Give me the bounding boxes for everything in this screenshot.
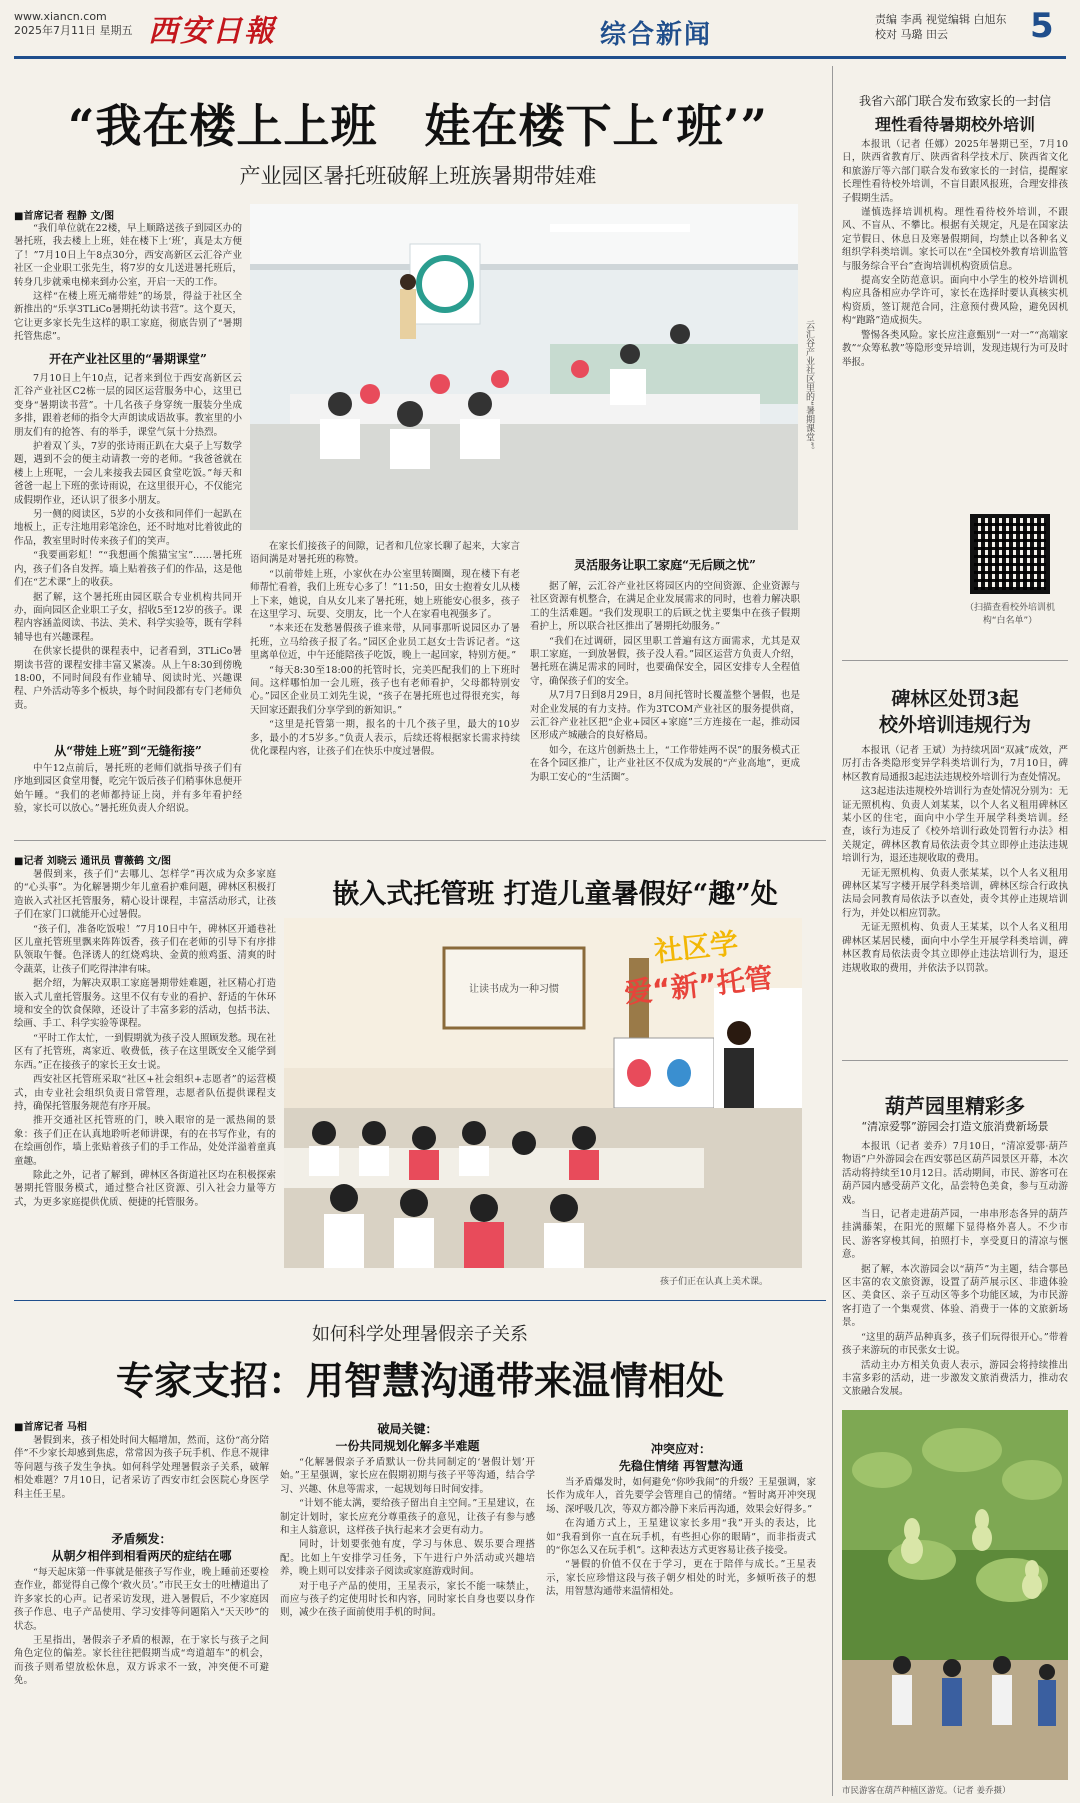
photo-sign-line-1: 社区学 — [652, 926, 740, 969]
expert-byline: ■首席记者 马相 — [14, 1422, 87, 1433]
section-title: 综合新闻 — [600, 20, 713, 50]
expert-col-2 — [280, 1456, 535, 1796]
paragraph: 在家长们接孩子的间隙，记者和几位家长聊了起来，大家言语间满是对暑托班的称赞。 — [250, 541, 520, 566]
right-headline-3: 葫芦园里精彩多 — [885, 1094, 1025, 1118]
paragraph: 这样“在楼上班无痛带娃”的场景，得益于社区全新推出的“乐享3TLiCo暑期托幼读书营”。这个夏天，它让更多家长先生这样的职工家庭，彻底告别了“暑期托管焦虑”。 — [14, 291, 242, 342]
paragraph: “暑假的价值不仅在于学习，更在于陪伴与成长。”王星表示，家长应珍惜这段与孩子朝夕相处的时光，多倾听孩子的想法，用智慧沟通带来温情相处。 — [546, 1559, 816, 1598]
paragraph: “化解暑假亲子矛盾默认一份共同制定的‘暑假计划’开始。”王星强调，家长应在假期初期与孩子平等沟通，结合学习、兴趣、休息等需求，一起规划每日时间安排。 — [280, 1457, 535, 1495]
paragraph: 在沟通方式上，王星建议家长多用“我”开头的表达，比如“我看到你一直在玩手机，有些担心你的眼睛”，而非指责式的“你怎么又在玩手机”。这种表达方式更容易让孩子接受。 — [546, 1518, 816, 1557]
newspaper-logo: 西安日報 — [148, 14, 276, 49]
paragraph: 据介绍，为解决双职工家庭暑期带娃难题，社区精心打造嵌入式儿童托管服务。这里不仅有专业的看护、舒适的午休环境和安全的饮食保障，还设计了丰富多彩的活动，包括书法、绘画、手工、科学实验等课程。 — [14, 978, 276, 1030]
paragraph: 谨慎选择培训机构。理性看待校外培训，不跟风、不盲从、不攀比。根据有关规定，凡是在国家法定节假日、休息日及寒暑假期间，均禁止以各种名义组织学科类培训。家长可以在“全国校外教育培训监管与服务综合平台”查询培训机构资质信息。 — [842, 207, 1068, 272]
paragraph: 王星指出，暑假亲子矛盾的根源，在于家长与孩子之间角色定位的偏差。家长往往把假期当成“弯道超车”的机会，而孩子则希望放松休息，双方诉求不一致，冲突便不可避免。 — [14, 1635, 269, 1687]
expert-subhead-1: 矛盾频发： 从朝夕相伴到相看两厌的症结在哪 — [51, 1532, 232, 1563]
paragraph: 据了解，云汇谷产业社区将园区内的空间资源、企业资源与社区资源有机整合，在满足企业发展需求的同时，也着力解决职工的生活难题。“我们发现职工的后顾之忧主要集中在孩子假期看护上，所以联合社区推出了暑期托幼服务。” — [530, 581, 800, 633]
right-headline-2b: 校外培训违规行为 — [878, 714, 1031, 736]
gourd-photo — [842, 1410, 1068, 1780]
lead-col-2 — [250, 540, 520, 830]
expert-subhead-2: 破局关键： 一份共同规划化解多半难题 — [335, 1422, 480, 1453]
paragraph: 当日，记者走进葫芦园，一串串形态各异的葫芦挂满藤架，在阳光的照耀下显得格外喜人。不少市民、游客穿梭其间，拍照打卡，享受夏日的清凉与惬意。 — [842, 1209, 1068, 1261]
lead-subhead-1: 开在产业社区里的“暑期课堂” — [49, 352, 207, 366]
paragraph: “我们单位就在22楼，早上顺路送孩子到园区办的暑托班，我去楼上上班，娃在楼下上‘班’，真是太方便了！”7月10日上午8点30分，西安高新区云汇谷产业社区一企业职工张先生，将7岁的女儿送进暑托班后，转身几步就乘电梯来到办公室，开启一天的工作。 — [14, 223, 242, 288]
paragraph: “孩子们，准备吃饭啦！”7月10日中午，碑林区开通巷社区儿童托管班里飘来阵阵饭香，孩子们在老师的引导下有序排队领取午餐。色泽诱人的红烧鸡块、金黄的煎鸡蛋、清爽的时令蔬菜，让孩子们吃得津津有味。 — [14, 923, 276, 975]
paragraph: “本来还在发愁暑假孩子谁来带，从同事那听说园区办了暑托班，立马给孩子报了名。”园区企业员工赵女士告诉记者。“这里离单位近，中午还能陪孩子吃饭，晚上一起回家，特别方便。” — [250, 623, 520, 662]
paragraph: 同时，计划要张弛有度，学习与休息、娱乐要合理搭配。比如上午安排学习任务，下午进行户外活动或兴趣培养，晚上则可以安排亲子阅读或家庭游戏时间。 — [280, 1539, 535, 1578]
page-number: 5 — [1030, 6, 1054, 46]
photo-sign-line-2: 爱“新”托管 — [622, 961, 775, 1010]
second-body — [14, 868, 276, 1286]
lead-subheadline: 产业园区暑托班破解上班族暑期带娃难 — [239, 164, 597, 188]
expert-kicker: 如何科学处理暑假亲子关系 — [312, 1324, 528, 1345]
second-headline: 嵌入式托管班 打造儿童暑假好“趣”处 — [332, 879, 778, 910]
paragraph: 7月10日上午10点，记者来到位于西安高新区云汇谷产业社区C2栋一层的园区运营服务中心，这里已变身“暑期读书营”。十几名孩子身穿统一服装分坐成多排，跟着老师的指令大声朗读成语故事。教室里的小朋友们有的抢答、有的举手，课堂气氛十分热烈。 — [14, 373, 242, 438]
paragraph: “每天8:30至18:00的托管时长，完美匹配我们的上下班时间。这样哪怕加一会儿班，孩子也有老师看护，父母都特别安心。”园区企业员工刘先生说，“孩子在暑托班也过得很充实，每天回家还跟我们分享学到的新知识。” — [250, 664, 520, 716]
paragraph: 对于电子产品的使用，王星表示，家长不能一味禁止，而应与孩子约定使用时长和内容，同时家长自身也要以身作则，减少在孩子面前使用手机的时间。 — [280, 1580, 535, 1619]
paragraph: 无证无照机构、负责人张某某，以个人名义租用碑林区某写字楼开展学科类培训，碑林区综合行政执法局会同教育局依法予以查处，责令其停止违规培训行为，并处以相应罚款。 — [842, 867, 1068, 919]
lead-photo-caption: 云汇谷产业社区里的“暑期课堂”。 — [804, 320, 814, 456]
expert-col-1 — [14, 1434, 269, 1524]
masthead-rule — [14, 56, 1066, 59]
lead-intro — [14, 222, 242, 342]
lead-body-1 — [14, 372, 242, 737]
paragraph: “计划不能太满，要给孩子留出自主空间。”王星建议，在制定计划时，家长应充分尊重孩子的意见，让孩子有参与感和主人翁意识，这样孩子执行起来才会更有动力。 — [280, 1498, 535, 1537]
expert-subhead-3: 冲突应对： 先稳住情绪 再智慧沟通 — [618, 1442, 744, 1473]
editors-line-2: 校对 马璐 田云 — [875, 28, 948, 41]
paragraph: “我们在过调研，园区里职工普遍有这方面需求，尤其是双职工家庭，一到放暑假，孩子没人看。”园区运营方负责人介绍，暑托班在满足需求的同时，也要确保安全，园区安排专人全程值守，确保孩子们的安全。 — [530, 635, 800, 687]
paragraph: 本报讯（记者 姜乔）7月10日，“清凉爱鄠·葫芦物语”户外游园会在西安鄠邑区葫芦园景区开幕，本次活动将持续至10月12日。活动期间，市民、游客可在葫芦园内感受葫芦文化，品尝特色美食，参与互动游戏。 — [842, 1141, 1068, 1206]
lead-photo — [250, 204, 798, 530]
paragraph: 无证无照机构、负责人王某某，以个人名义租用碑林区某居民楼，面向中小学生开展学科类培训，碑林区教育局依法责令其立即停止违法培训行为，退还违规收取的费用，并依法予以罚款。 — [842, 922, 1068, 974]
lead-subhead-2: 从“带娃上班”到“无缝衔接” — [54, 744, 202, 758]
expert-col-1b — [14, 1566, 269, 1796]
qr-code[interactable] — [970, 514, 1050, 594]
expert-headline: 专家支招：用智慧沟通带来温情相处 — [115, 1358, 724, 1403]
divider — [842, 660, 1068, 661]
website-url[interactable]: www.xiancn.com — [14, 10, 107, 23]
right-headline: 理性看待暑期校外培训 — [874, 115, 1035, 134]
right-headline-2a: 碑林区处罚3起 — [891, 688, 1019, 710]
lead-headline: “我在楼上上班 娃在楼下上‘班’” — [68, 99, 768, 153]
paragraph: “我要画彩虹！”“我想画个熊猫宝宝”……暑托班内，孩子们各自发挥。墙上贴着孩子们的作品，这是他们在“艺术课”上的收获。 — [14, 550, 242, 589]
lead-body-2 — [14, 762, 242, 834]
lead-col-3 — [530, 580, 800, 830]
second-photo — [284, 918, 802, 1268]
paragraph: 在供家长提供的课程表中，记者看到，3TLiCo暑期读书营的课程安排丰富又紧凑。从上午8:30到傍晚18:00，不同时间段有作业辅导、阅读时光、兴趣课程、户外活动等多个板块，每个时间段都有专门老师负责。 — [14, 646, 242, 711]
expert-col-3 — [546, 1476, 816, 1796]
editors-credit — [875, 12, 1007, 42]
paragraph: 警惕各类风险。家长应注意甄别“一对一”“高端家教”“众筹私教”等隐形变异培训，发现违规行为可及时举报。 — [842, 329, 1068, 368]
paragraph: 当矛盾爆发时，如何避免“你吵我闹”的升级？王星强调，家长作为成年人，首先要学会管理自己的情绪。“暂时离开冲突现场、深呼吸几次，等双方都冷静下来后再沟通，效果会好得多。” — [546, 1477, 816, 1515]
paragraph: 护着双丫头，7岁的张诗雨正趴在大桌子上写数学题，遇到不会的便主动请教一旁的老师。“我爸爸就在楼上上班呢，一会儿来接我去园区食堂吃饭。”每天和爸爸一起上下班的张诗雨说，在这里很开心，不仅能完成假期作业，还认识了很多小朋友。 — [14, 441, 242, 506]
column-divider — [832, 66, 833, 1796]
paragraph: 暑假到来，孩子相处时间大幅增加，然而，这份“高分陪伴”不少家长却感到焦虑，常常因为孩子玩手机、作息不规律等问题与孩子发生争执。如何科学处理暑假亲子关系，破解相处难题？7月10日，记者采访了西安市红会医院心身医学科主任王星。 — [14, 1435, 269, 1500]
lead-subhead-3: 灵活服务让职工家庭“无后顾之忧” — [574, 558, 756, 572]
paragraph: “平时工作太忙，一到假期就为孩子没人照顾发愁。现在社区有了托管班，离家近、收费低，孩子在这里既安全又能学到东西。”正在接孩子的家长王女士说。 — [14, 1032, 276, 1071]
paragraph: 本报讯（记者 王斌）为持续巩固“双减”成效，严厉打击各类隐形变异学科类培训行为，7月10日，碑林区教育局通报3起违法违规校外培训行为查处情况。 — [842, 745, 1068, 783]
right-subheadline-3: “清凉爱鄠”游园会打造文旅消费新场景 — [861, 1120, 1049, 1133]
paragraph: 中午12点前后，暑托班的老师们就指导孩子们有序地到园区食堂用餐，吃完午饭后孩子们稍事休息便开始午睡。“我们的老师都持证上岗，并有多年看护经验，家长可以放心。”暑托班负责人介绍说。 — [14, 763, 242, 815]
divider — [14, 1300, 826, 1301]
second-byline: ■记者 刘晓云 通讯员 曹薇鹤 文/图 — [14, 856, 172, 867]
paragraph: “这里是托管第一期，报名的十几个孩子里，最大的10岁多，最小的才5岁多。”负责人表示，后续还将根据家长需求持续优化课程内容，让孩子们在快乐中度过暑假。 — [250, 719, 520, 758]
paragraph: 从7月7日到8月29日，8月间托管时长覆盖整个暑假，也是对企业发展的有力支持。作为3TCOM产业社区的服务提供商，云汇谷产业社区把“企业+园区+家庭”三方连接在一起，推动园区形成产城融合的良好格局。 — [530, 690, 800, 742]
paragraph: 提高安全防范意识。面向中小学生的校外培训机构应具备相应办学许可，家长在选择时要认真核实机构资质，签订规范合同，注意预付费风险，避免因机构“跑路”造成损失。 — [842, 275, 1068, 327]
editors-line-1: 责编 李禹 视觉编辑 白旭东 — [875, 13, 1007, 26]
paragraph: 除此之外，记者了解到，碑林区各街道社区均在积极探索暑期托管服务模式，通过整合社区资源、引入社会力量等方式，为更多家庭提供优质、便捷的托管服务。 — [14, 1169, 276, 1208]
paragraph: 推开交通社区托管班的门，映入眼帘的是一派热闹的景象：孩子们正在认真地聆听老师讲课，有的在书写作业，有的在绘画创作，墙上张贴着孩子们的手工作品，处处洋溢着童真童趣。 — [14, 1115, 276, 1167]
second-photo-caption: 孩子们正在认真上美术课。 — [660, 1277, 769, 1287]
paragraph: 本报讯（记者 任娜）2025年暑期已至，7月10日，陕西省教育厅、陕西省科学技术厅、陕西省文化和旅游厅等六部门联合发布致家长的一封信，提醒家长理性看待校外培训，不盲目跟风报班，合理安排孩子假期生活。 — [842, 139, 1068, 204]
lead-byline: ■首席记者 程静 文/图 — [14, 211, 115, 222]
paragraph: 西安社区托管班采取“社区+社会组织+志愿者”的运营模式，由专业社会组织负责日常管理，志愿者队伍提供课程支持，确保托管服务规范有序开展。 — [14, 1074, 276, 1112]
paragraph: 另一侧的阅读区，5岁的小女孩和同伴们一起趴在地板上，正专注地用彩笔涂色，还不时地对比着彼此的作品，教室里时时传来孩子们的笑声。 — [14, 509, 242, 547]
paragraph: “每天起床第一件事就是催孩子写作业，晚上睡前还要检查作业，都觉得自己像个‘救火员’。”市民王女士的吐槽道出了许多家长的心声。记者采访发现，进入暑假后，不少家庭因孩子作息、电子产品使用、学习安排等问题陷入“天天吵”的状态。 — [14, 1567, 269, 1632]
paragraph: 据了解，这个暑托班由园区联合专业机构共同开办，面向园区企业职工子女，招收5至12岁的孩子。课程内容涵盖阅读、书法、美术、科学实验等，既有学科辅导也有兴趣课程。 — [14, 591, 242, 643]
paragraph: 暑假到来，孩子们“去哪儿、怎样学”再次成为众多家庭的“心头事”。为化解暑期少年儿童看护难问题，碑林区积极打造嵌入式社区托管服务，精心设计课程，丰富活动形式，让孩子们在家门口就能开心过暑假。 — [14, 869, 276, 921]
masthead-meta — [14, 10, 133, 38]
right-body — [842, 138, 1068, 476]
gourd-photo-caption: 市民游客在葫芦种植区游览。（记者 姜乔摄） — [842, 1786, 1011, 1796]
paragraph: 据了解，本次游园会以“葫芦”为主题，结合鄠邑区丰富的农文旅资源，设置了葫芦展示区、非遗体验区、美食区、亲子互动区等多个功能区域，为市民游客打造了一个集观赏、体验、消费于一体的文旅新场景。 — [842, 1263, 1068, 1329]
paragraph: 如今，在这片创新热土上，“工作带娃两不误”的服务模式正在各个园区推广，让产业社区不仅成为发展的“产业高地”，更成为职工安心的“生活圈”。 — [530, 744, 800, 783]
qr-caption: （扫描查看校外培训机构“白名单”） — [964, 603, 1055, 626]
right-body-3 — [842, 1140, 1068, 1402]
paragraph: “这里的葫芦品种真多，孩子们玩得很开心。”带着孩子来游玩的市民张女士说。 — [842, 1331, 1068, 1357]
divider — [14, 840, 826, 841]
right-kicker: 我省六部门联合发布致家长的一封信 — [858, 94, 1051, 108]
paragraph: 这3起违法违规校外培训行为查处情况分别为：无证无照机构、负责人刘某某，以个人名义租用碑林区某小区的住宅，面向中小学生开展学科类培训。经查，该行为违反了《校外培训行政处罚暂行办法》相关规定，碑林区教育局依法责令其立即停止违法违规培训行为，退还违规收取的费用。 — [842, 786, 1068, 865]
paragraph: 活动主办方相关负责人表示，游园会将持续推出丰富多彩的活动，进一步激发文旅消费活力，推动农文旅融合发展。 — [842, 1359, 1068, 1398]
right-body-2 — [842, 744, 1068, 1044]
photo-banner: 让读书成为一种习惯 — [469, 984, 559, 995]
paragraph: “以前带娃上班，小家伙在办公室里转圈圈，现在楼下有老师帮忙看着，我们上班专心多了！”11:50，田女士抱着女儿从楼上下来，她说，自从女儿来了暑托班，她上班能安心很多，孩子在这里学习、玩耍、交朋友，比一个人在家看电视强多了。 — [250, 568, 520, 621]
issue-date: 2025年7月11日 星期五 — [14, 24, 133, 37]
divider — [842, 1060, 1068, 1061]
